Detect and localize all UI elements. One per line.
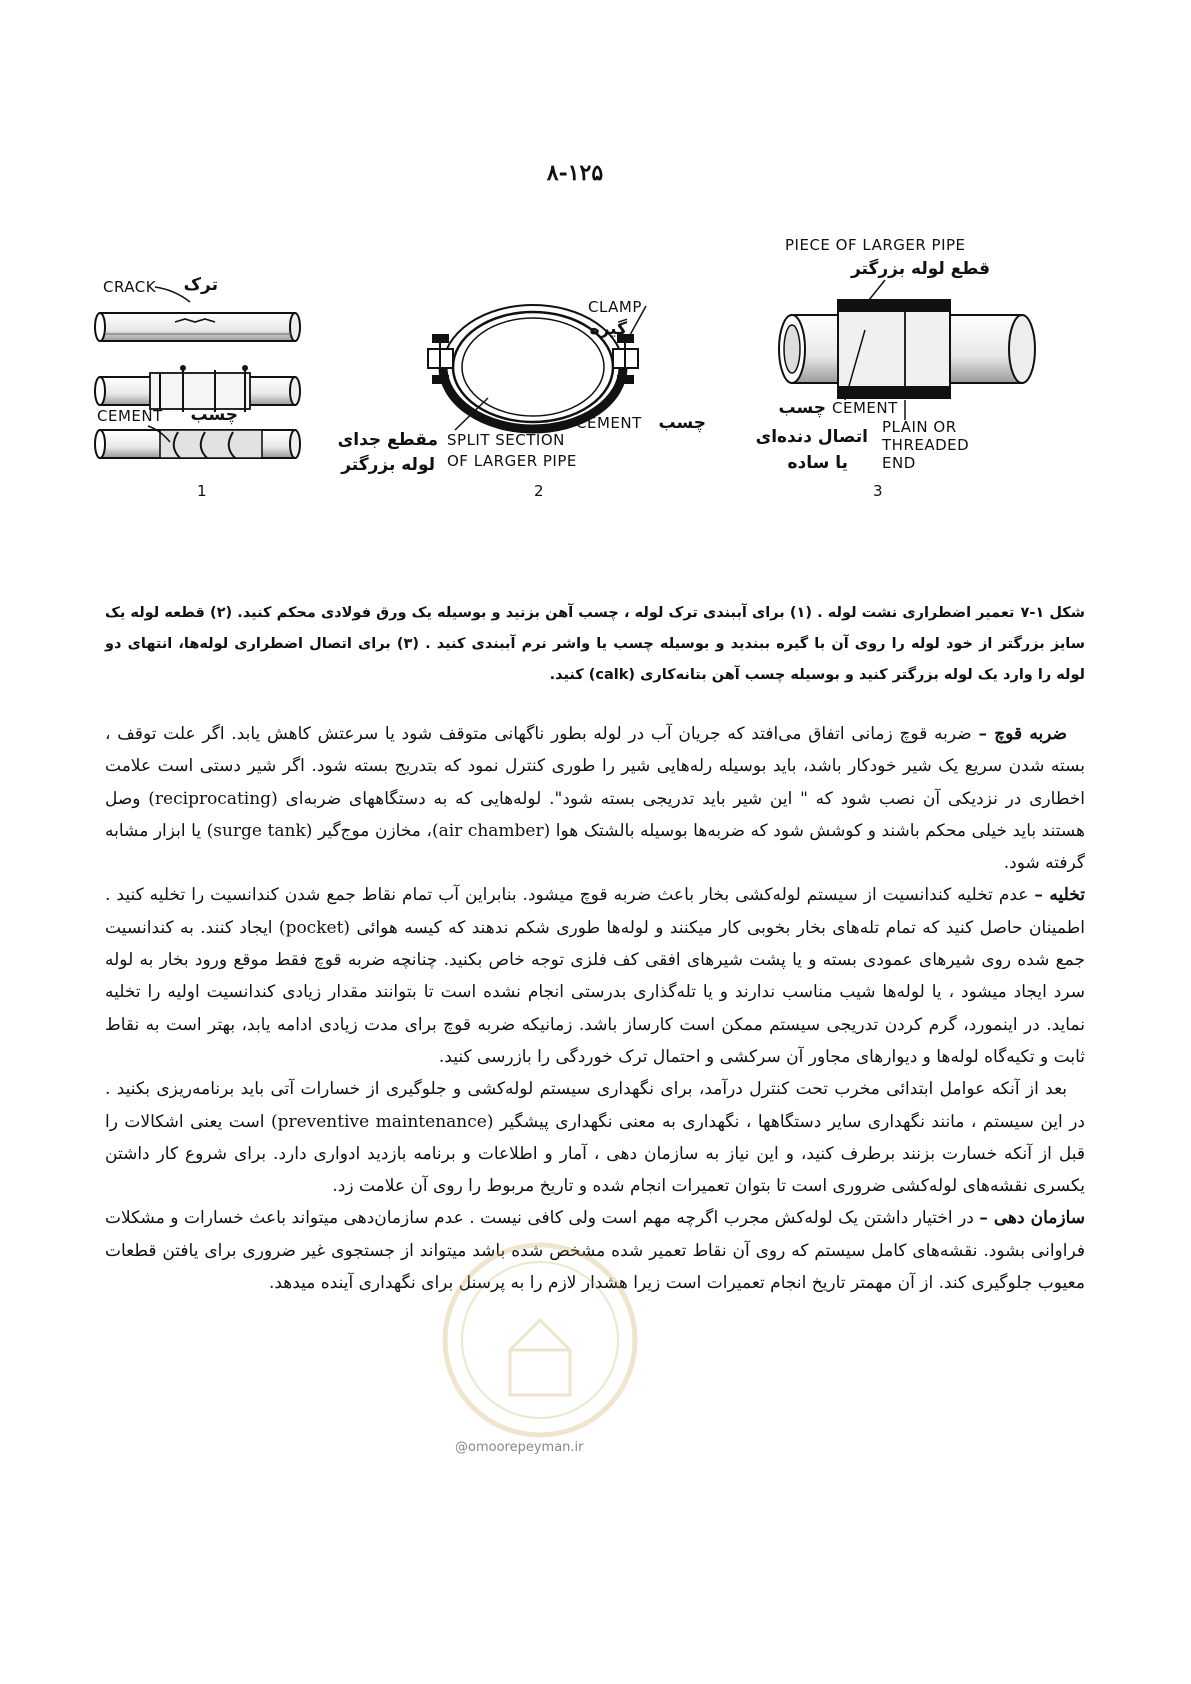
larger-pipe-piece-label-fa: قطع لوله بزرگتر [850, 259, 990, 279]
panel-1-cracked-pipe [95, 275, 300, 500]
panel-3-sleeve-joint [756, 236, 1035, 500]
cement-label-1: CEMENT [97, 407, 163, 425]
split-section-label-fa: مقطع جدای [337, 430, 438, 450]
larger-pipe-label: OF LARGER PIPE [447, 452, 577, 470]
caption-label: شکل ۱-۷ [1020, 605, 1085, 621]
paragraph-text: ضربه قوچ زمانی اتفاق می‌افتد که جریان آب در لوله بطور ناگهانی متوقف شود یا سرعتش کاهش یابد. اگر علت توقف ، بسته شدن سریع یک شیر خودکار باشد، باید بوسیله رله‌هایی شیر را طوری کنترل نمود که بتدریج بسته شود. اگر شیر دستی است علامت اخطاری در نزدیکی آن نصب شود که " این شیر باید تدریجی بسته شود". لوله‌هایی که به دستگاههای ضربه‌ای (reciprocating) وصل هستند باید خیلی محکم باشند و کوشش شود که ضربه‌ها بوسیله بالشتک هوا (air chamber)، مخازن موج‌گیر (surge tank) یا ابزار مشابه گرفته شود. [105, 724, 1086, 874]
panel-2-number: 2 [534, 482, 544, 500]
end-label: END [882, 454, 916, 472]
larger-pipe-sleeve [838, 300, 950, 398]
plain-or-label: PLAIN OR [882, 418, 957, 436]
cement-label-2: CEMENT [576, 414, 642, 432]
paragraph-text: بعد از آنکه عوامل ابتدائی مخرب تحت کنترل درآمد، برای نگهداری سیستم لوله‌کشی و جلوگیری از خسارات آتی باید برنامه‌ریزی بکنید . در این سیستم ، مانند نگهداری سایر دستگاهها ، نگهداری به معنی نگهداری پیشگیر (preventive maintenance) است یعنی اشکالات را قبل از آنکه خسارت بزنند برطرف کنید، و این نیاز به سازمان دهی ، آمار و اطلاعات و برنامه بازدید ادواری دارد. برای شروع کار داشتن یکسری نقشه‌های لوله‌کشی ضروری است تا بتوان تعمیرات انجام شده و تاریخ مربوط را روی آن علامت زد. [105, 1079, 1085, 1197]
paragraph-water-hammer [105, 718, 1085, 879]
clamp-label: CLAMP [588, 298, 642, 316]
split-section-label: SPLIT SECTION [447, 431, 565, 449]
cement-label-fa-2: چسب [658, 413, 706, 433]
clamp-label-fa: گیره [589, 319, 627, 339]
paragraph-text: در اختیار داشتن یک لوله‌کش مجرب اگرچه مهم است ولی کافی نیست . عدم سازمان‌دهی میتواند باعث خسارات و مشکلات فراوانی بشود. نقشه‌های کامل سیستم که روی آن نقاط تعمیر شده مشخص شده باشد میتواند از جستجوی غیر ضروری برای یافتن قطعات معیوب جلوگیری کند. از آن مهمتر تاریخ انجام تعمیرات است زیرا هشدار لازم را به پرسنل برای نگهداری آینده میدهد. [105, 1208, 1085, 1294]
page-number: ۸-۱۲۵ [546, 160, 604, 186]
larger-pipe-label-fa: لوله بزرگتر [341, 455, 435, 475]
threaded-label-fa: اتصال دنده‌ای [755, 427, 868, 447]
panel-3-number: 3 [873, 482, 883, 500]
larger-pipe-piece-label: PIECE OF LARGER PIPE [785, 236, 966, 254]
paragraph-drainage [105, 879, 1085, 1073]
figure-caption [105, 598, 1085, 691]
pipe-repair-figure [0, 230, 1191, 510]
paragraph-organization [105, 1202, 1085, 1299]
cement-label-3: CEMENT [832, 399, 898, 417]
pipe-with-cement [95, 430, 300, 458]
pipe-with-crack [95, 313, 300, 341]
threaded-label: THREADED [882, 436, 970, 454]
panel-1-number: 1 [197, 482, 207, 500]
cement-label-fa-1: چسب [190, 405, 238, 425]
term-drainage: تخلیه – [1034, 885, 1085, 906]
watermark-text: @omoorepeyman.ir [455, 1440, 584, 1455]
paragraph-maintenance [105, 1073, 1085, 1202]
body-text [105, 718, 1085, 1299]
paragraph-text: عدم تخلیه کندانسیت از سیستم لوله‌کشی بخار باعث ضربه قوچ میشود. بنابراین آب تمام نقاط جمع شدن کندانسیت را تخلیه کنید . اطمینان حاصل کنید که تمام تله‌های بخار بخوبی کار میکنند و لوله‌ها طوری شکم ندهند که کیسه هوائی (pocket) ایجاد کنند. به کندانسیت جمع شده روی شیرهای عمودی بسته و یا پشت شیرهای افقی کف فلزی توجه خاص بکنید. چنانچه ضربه قوچ فقط موقع ورود بخار به لوله سرد ایجاد میشود ، یا لوله‌ها شیب مناسب ندارند و یا تله‌گذاری بدرستی انجام نشده است تا بتوانند مقدار زیادی کندانسیت اولیه را تخلیه نماید. در اینمورد، گرم کردن تدریجی سیستم ممکن است کارساز باشد. زمانیکه ضربه قوچ برای مدت زیادی ادامه یابد، بهتر است به نقاط ثابت و تکیه‌گاه لوله‌ها و دیوارهای مجاور آن سرکشی و احتمال ترک خوردگی را بازرسی کنید. [105, 885, 1085, 1067]
crack-label-fa: ترک [183, 275, 218, 295]
caption-text: تعمیر اضطراری نشت لوله . (۱) برای آببندی ترک لوله ، چسب آهن بزنید و بوسیله یک ورق فولادی محکم کنید. (۲) قطعه لوله یک سایز بزرگتر از خود لوله را روی آن با گیره ببندید و بوسیله چسب یا واشر نرم آببندی کنید . (۳) برای اتصال اضطراری لوله‌ها، انتهای دو لوله را وارد یک لوله بزرگتر کنید و بوسیله چسب آهن بتانه‌کاری (calk) کنید. [105, 605, 1086, 683]
clamp-right-lug [613, 335, 638, 383]
term-organization: سازمان دهی – [979, 1208, 1086, 1229]
term-water-hammer: ضربه قوچ – [978, 724, 1067, 744]
crack-label: CRACK [103, 278, 157, 296]
cement-label-fa-3: چسب [778, 398, 826, 418]
plain-label-fa: یا ساده [787, 453, 848, 473]
clamp-left-lug [428, 335, 453, 383]
panel-2-split-section [338, 298, 706, 500]
